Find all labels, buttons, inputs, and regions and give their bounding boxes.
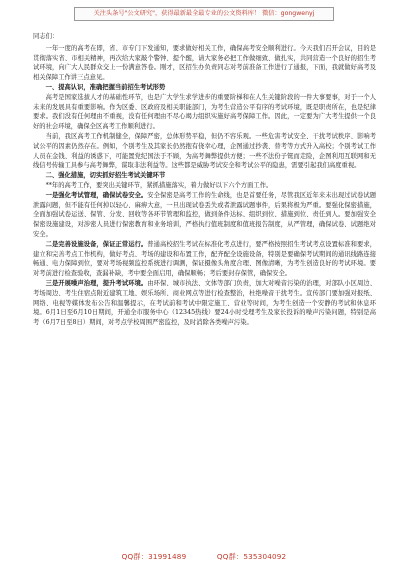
top-banner: 关注头条号"公文研究"，获得最新最全最专业的公文资料库！ 微信：gongwenyj [74, 7, 334, 21]
paragraph-noise [33, 279, 376, 328]
qq-group-2: QQ群：535304092 [216, 552, 287, 561]
paragraph-overview: **年的高考工作，要突出关键环节，紧抓措施落实，着力做好以下六个方面工作。 [45, 181, 273, 189]
lead-exam-management: 一是强化考试管理，确保试卷安全。 [45, 191, 148, 199]
document-body [33, 32, 376, 328]
text-exam-management: 安全保密是高考工作的生命线，也是首要任务，尽管我区近年来未出现过试卷试题泄露问题，但不能有任何掉以轻心、麻痹大意，一旦出现试卷丢失或者泄露试题事件，后果将极为严重。要强化保密措施，全面加强试卷运送、保管、分发、回收等各环节管理和监控，做到条件达标、组织到位、措施到位、责任到人。要加强安全保密设施建设，对涉密人员进行保密教育和业务培训，严格执行值班制度和值班报告制度，从严管理，确保试卷、试题绝对安全。 [33, 191, 377, 238]
qq-group-1: QQ群：31991489 [121, 552, 187, 561]
paragraph-intro: 一年一度的高考在即，省、市专门下发通知，要求做好相关工作，确保高考安全顺利进行。今天我们召开会议，目的是贯彻落实省、市相关精神，再次给大家敲个警钟、提个醒，请大家务必把工作做细致、做扎实，共同营造一个良好的招生考试环境，向广大人民群众交上一份满意答卷。刚才，区招生办负责同志对考前准备工作进行了通报，下面，我就做好高考及相关保障工作讲三点意见。 [33, 44, 376, 82]
paragraph-facilities [33, 240, 376, 279]
paragraph-importance: 高考是国家选拔人才的基础性环节，也是广大学生求学进步的重要阶梯和在人生关键阶段的一件大事要事，对于一个人未来的发展具有重要影响。作为区委、区政府及相关职能部门，为考生营造公平有序的考试环境，既是职责所在，也是纪律要求。我们没有任何理由不重视，没有任何理由不尽心竭力组织实施好高考保障工作。因此，一定要为广大考生提供一个良好的社会环境，确保全区高考工作顺利进行。 [33, 93, 376, 131]
footer-contacts [0, 552, 408, 562]
greeting: 同志们： [33, 33, 59, 40]
paragraph-situation: 当前，我区高考工作机制健全，保障严密，总体形势平稳，但仍不容乐观。一些危害考试安全、干扰考试秩序、影响考试公平的因素仍然存在。例如，个别考生及其家长仍然抱有侥幸心理，企图通过抄袭、替考等方式升入高校；个别考试工作人员在金钱、利益的诱惑下，可能置党纪国法于不顾，为高考舞弊提供方便；一些不法份子铤而走险，企图利用互联网和无线信号传输工具参与高考舞弊，谋取非法利益等。这些都是威胁考试安全和考试公平的隐患，需要引起我们高度重视。 [33, 132, 376, 170]
section-heading-1: 一、提高认识，准确把握当前招生考试形势 [45, 83, 166, 91]
section-heading-2: 二、强化措施，切实抓好招生考试关键环节 [45, 172, 166, 180]
paragraph-exam-management [33, 191, 376, 240]
lead-noise: 三是开展噪声治理，提升考试环境。 [45, 279, 148, 287]
lead-facilities: 二是完善设施设备，保证正常运行。 [45, 240, 148, 248]
text-noise: 由环保、城市执法、文体等部门负责，加大对噪音污染的治理，对部队小区周边、考场周边、考生住宿点附近建筑工地、娱乐场所、商业网点等进行检查整治，杜绝噪音干扰考生。宣传部门要加强对报纸、网络、电视等媒体发布公告和温馨提示，在考试前和考试中限定施工、营业等时间，为考生创造一个安静的考试和休息环境。6月1日至6月10日期间，开通全市服务中心（12345热线）要24小时受理考生及家长投诉的噪声污染问题，特别是高考（6月7日至8日）期间，对考点学校周围严密监控，及时消除各类噪声污染。 [33, 279, 377, 327]
text-facilities: 普通高校招生考试在标准化考点进行，要严格按照招生考试考点设置标准和要求，建立和完善考点工作机构，做好考点、考场的建设和布置工作，配齐配全设施设备，特别是要确保考试期间的通讯线路连接畅通、电力保障到位，要对考场视频监控系统进行调测，保证摄像头角度合理、图像清晰，为考生创造良好的考试环境。要对考前进行检查验收，查漏补缺，考中要全面启用，确保顺畅；考后要封存保管，确保安全。 [33, 240, 377, 278]
